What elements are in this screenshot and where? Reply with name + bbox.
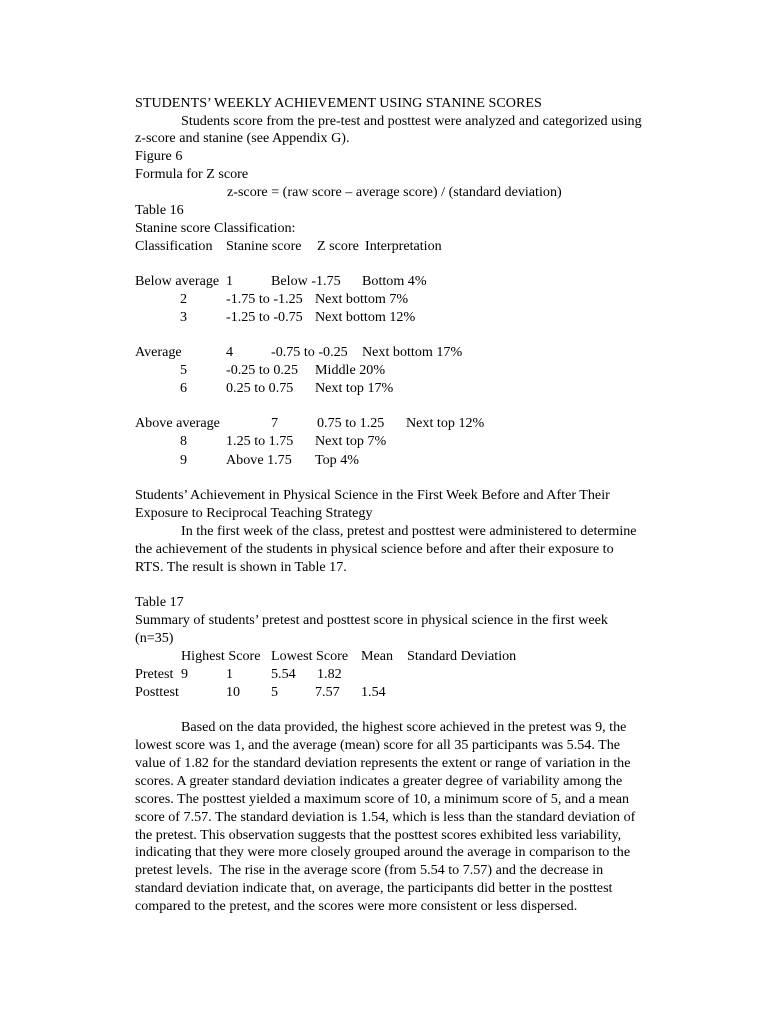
header-interpretation: Interpretation: [365, 238, 442, 254]
cell-interpretation: Next top 12%: [406, 415, 485, 431]
intro-line: Students score from the pre-test and posttest were analyzed and categorized using: [181, 113, 642, 129]
cell-highest: 9: [181, 666, 189, 682]
paragraph-line: the pretest. This observation suggests that the posttest scores exhibited less variability,: [135, 827, 622, 843]
cell-stanine: 1: [226, 273, 234, 289]
cell-interpretation: Middle 20%: [315, 362, 386, 378]
cell-sd: 1.54: [361, 684, 386, 700]
table-label: Table 17: [135, 594, 184, 610]
cell-stanine: 6: [180, 380, 188, 396]
cell-lowest: 1: [226, 666, 234, 682]
cell-zscore: -0.25 to 0.25: [226, 362, 299, 378]
header-classification: Classification: [135, 238, 213, 254]
cell-interpretation: Next bottom 12%: [315, 309, 416, 325]
header-sd: Standard Deviation: [407, 648, 517, 664]
section-heading: Students’ Achievement in Physical Science in the First Week Before and After Their: [135, 487, 610, 503]
table-caption: Stanine score Classification:: [135, 220, 296, 236]
cell-zscore: 0.75 to 1.25: [317, 415, 385, 431]
cell-interpretation: Next bottom 7%: [315, 291, 409, 307]
paragraph-line: pretest levels. The rise in the average score (from 5.54 to 7.57) and the decrease in: [135, 862, 604, 878]
paragraph-line: Based on the data provided, the highest score achieved in the pretest was 9, the: [181, 719, 627, 735]
table-caption: Summary of students’ pretest and posttest score in physical science in the first week: [135, 612, 608, 628]
cell-zscore: -0.75 to -0.25: [271, 344, 348, 360]
cell-zscore: 0.25 to 0.75: [226, 380, 294, 396]
cell-sd: 1.82: [317, 666, 342, 682]
cell-mean: 5.54: [271, 666, 296, 682]
document-title: STUDENTS’ WEEKLY ACHIEVEMENT USING STANINE SCORES: [135, 95, 542, 111]
cell-stanine: 8: [180, 433, 188, 449]
cell-stanine: 3: [180, 309, 188, 325]
cell-stanine: 5: [180, 362, 188, 378]
cell-test: Posttest: [135, 684, 179, 700]
paragraph-line: score of 7.57. The standard deviation is 1.54, which is less than the standard deviation of: [135, 809, 636, 825]
header-mean: Mean: [361, 648, 394, 664]
cell-mean: 7.57: [315, 684, 340, 700]
cell-classification: Average: [135, 344, 182, 360]
section-heading: Exposure to Reciprocal Teaching Strategy: [135, 505, 373, 521]
cell-interpretation: Top 4%: [315, 452, 360, 468]
cell-highest: 10: [226, 684, 241, 700]
paragraph-line: value of 1.82 for the standard deviation represents the extent or range of variation in the: [135, 755, 631, 771]
z-score-formula: z-score = (raw score – average score) / (standard deviation): [227, 184, 562, 200]
paragraph-line: indicating that they were more closely grouped around the average in comparison to the: [135, 844, 631, 860]
paragraph-line: standard deviation indicate that, on average, the participants did better in the posttest: [135, 880, 613, 896]
cell-interpretation: Next top 7%: [315, 433, 387, 449]
paragraph-line: scores. A greater standard deviation indicates a greater degree of variability among the: [135, 773, 623, 789]
paragraph-line: lowest score was 1, and the average (mean) score for all 35 participants was 5.54. The: [135, 737, 621, 753]
cell-stanine: 2: [180, 291, 188, 307]
header-lowest: Lowest Score: [271, 648, 349, 664]
header-highest: Highest Score: [181, 648, 261, 664]
cell-interpretation: Next top 17%: [315, 380, 394, 396]
cell-zscore: -1.25 to -0.75: [226, 309, 303, 325]
cell-zscore: Below -1.75: [271, 273, 341, 289]
cell-stanine: 7: [271, 415, 279, 431]
header-zscore: Z score: [317, 238, 359, 254]
cell-stanine: 4: [226, 344, 234, 360]
cell-zscore: 1.25 to 1.75: [226, 433, 294, 449]
paragraph-line: scores. The posttest yielded a maximum score of 10, a minimum score of 5, and a mean: [135, 791, 630, 807]
header-stanine: Stanine score: [226, 238, 302, 254]
cell-classification: Above average: [135, 415, 220, 431]
cell-test: Pretest: [135, 666, 174, 682]
cell-zscore: -1.75 to -1.25: [226, 291, 303, 307]
cell-zscore: Above 1.75: [226, 452, 292, 468]
cell-interpretation: Bottom 4%: [362, 273, 427, 289]
cell-stanine: 9: [180, 452, 188, 468]
figure-label: Figure 6: [135, 148, 183, 164]
intro-line: z-score and stanine (see Appendix G).: [135, 130, 350, 146]
paragraph-line: In the first week of the class, pretest and posttest were administered to determine: [181, 523, 637, 539]
figure-caption: Formula for Z score: [135, 166, 249, 182]
paragraph-line: RTS. The result is shown in Table 17.: [135, 559, 347, 575]
table-caption: (n=35): [135, 630, 174, 646]
cell-classification: Below average: [135, 273, 220, 289]
table-label: Table 16: [135, 202, 184, 218]
paragraph-line: the achievement of the students in physical science before and after their exposure to: [135, 541, 614, 557]
paragraph-line: compared to the pretest, and the scores were more consistent or less dispersed.: [135, 898, 578, 914]
cell-lowest: 5: [271, 684, 279, 700]
cell-interpretation: Next bottom 17%: [362, 344, 463, 360]
